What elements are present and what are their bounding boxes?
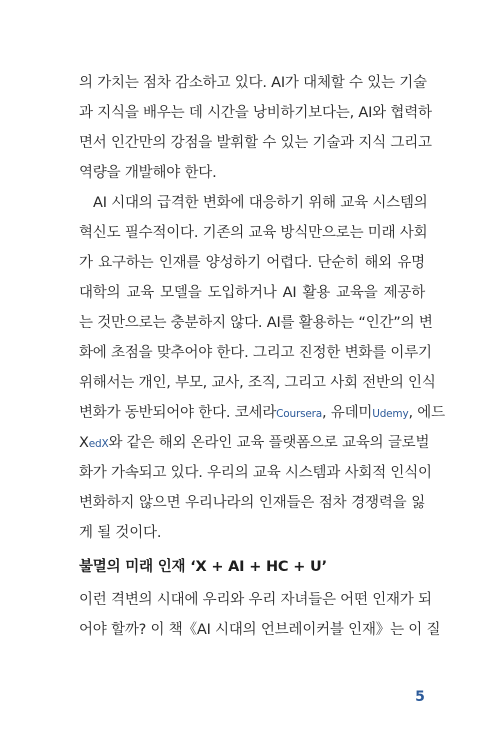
paragraph-line-with-platforms: [79, 398, 445, 428]
paragraph-line: 대학의 교육 모델을 도입하거나 AI 활용 교육을 제공하: [79, 285, 425, 301]
line-text: , 유데미: [321, 405, 373, 421]
paragraph-line: 게 될 것이다.: [79, 525, 162, 541]
paragraph-line: 위해서는 개인, 부모, 교사, 조직, 그리고 사회 전반의 인식: [79, 375, 436, 391]
paragraph-line: 가 요구하는 인재를 양성하기 어렵다. 단순히 해외 유명: [79, 255, 425, 271]
paragraph-line: 혁신도 필수적이다. 기존의 교육 방식만으로는 미래 사회: [79, 225, 428, 241]
paragraph-line: 역량을 개발해야 한다.: [79, 165, 217, 181]
edx-label: edX: [88, 438, 109, 450]
page-number: 5: [415, 689, 425, 705]
coursera-label: Coursera: [276, 408, 322, 420]
section-heading: 불멸의 미래 인재 ‘X + AI + HC + U’: [79, 559, 327, 575]
paragraph-line: 과 지식을 배우는 데 시간을 낭비하기보다는, AI와 협력하: [79, 105, 432, 121]
udemy-label: Udemy: [372, 408, 409, 420]
line-text: 변화가 동반되어야 한다. 코세라: [79, 405, 277, 421]
paragraph-line: 화가 가속되고 있다. 우리의 교육 시스템과 사회적 인식이: [79, 465, 432, 481]
paragraph-line: 면서 인간만의 강점을 발휘할 수 있는 기술과 지식 그리고: [79, 135, 432, 151]
paragraph-line: AI 시대의 급격한 변화에 대응하기 위해 교육 시스템의: [93, 195, 428, 211]
paragraph-line: 어야 할까? 이 책《AI 시대의 언브레이커블 인재》는 이 질: [79, 622, 441, 638]
paragraph-line: 는 것만으로는 충분하지 않다. AI를 활용하는 “인간”의 변: [79, 315, 433, 331]
paragraph-line: 의 가치는 점차 감소하고 있다. AI가 대체할 수 있는 기술: [79, 75, 427, 91]
paragraph-line-with-edx: [79, 428, 430, 458]
line-text: , 에드: [408, 405, 445, 421]
line-text: X: [79, 435, 89, 451]
paragraph-line: 화에 초점을 맞추어야 한다. 그리고 진정한 변화를 이루기: [79, 345, 432, 361]
line-text: 와 같은 해외 온라인 교육 플랫폼으로 교육의 글로벌: [108, 435, 430, 451]
paragraph-line: 이런 격변의 시대에 우리와 우리 자녀들은 어떤 인재가 되: [79, 592, 432, 608]
paragraph-line: 변화하지 않으면 우리나라의 인재들은 점차 경쟁력을 잃: [79, 495, 425, 511]
